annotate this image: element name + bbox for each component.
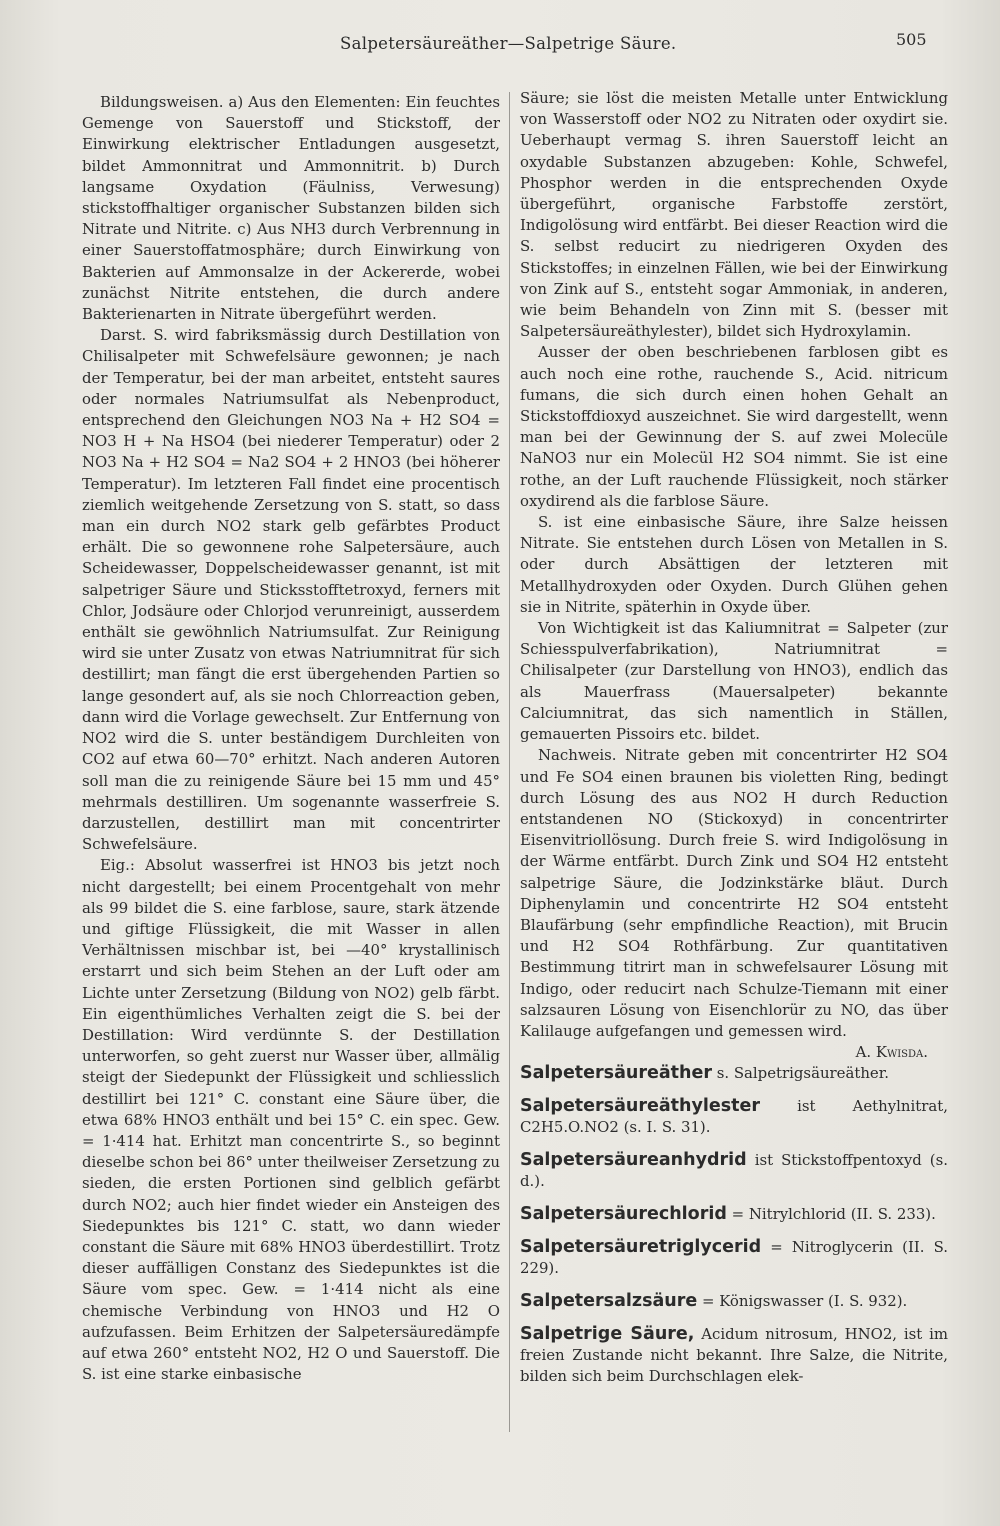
entry-salpetersaeureaether [520,1063,948,1084]
entry-text: s. Salpetrigsäureäther. [716,1064,889,1083]
paragraph-rauchende-saeure: Ausser der oben beschriebenen farblosen gibt es auch noch eine rothe, rauchende S., Acid. nitricum fumans, die sich durch einen hohen Gehalt an Stickstoffdioxyd auszeichnet. Sie wird dargestellt, wenn man bei der Gewinnung der S. auf zwei Molecüle NaNO3 nur ein Molecül H2 SO4 nimmt. Sie ist eine rothe, an der Luft rauchende Flüssigkeit, noch stärker oxydirend als die farblose Säure. [520,343,948,510]
left-column [82,92,500,1385]
right-column [520,88,948,1387]
author-signature: A. Kwisda. [855,1043,928,1062]
paragraph-nachweis: Nachweis. Nitrate geben mit concentrirter H2 SO4 und Fe SO4 einen braunen bis violetten Ring, bedingt durch Lösung des aus NO2 H durch Reduction entstandenen NO (Stickoxyd) in concentrirter Eisenvitriollösung. Durch freie S. wird Indigolösung in der Wärme entfärbt. Durch Zink und SO4 H2 entsteht salpetrige Säure, die Jodzinkstärke bläut. Durch Diphenylamin und concentrirte H2 SO4 entsteht Blaufärbung (sehr empfindliche Reaction), mit Brucin und H2 SO4 Rothfärbung. Zur quantitativen Bestimmung titrirt man in schwefelsaurer Lösung mit Indigo, oder reducirt nach Schulze-Tiemann mit einer salzsauren Lösung von Eisenchlorür zu NO, das über Kalilauge aufgefangen und gemessen wird. [520,746,948,1040]
running-title: Salpetersäureäther—Salpetrige Säure. [340,34,677,53]
entry-salpetersalzsaeure [520,1291,948,1312]
entry-headword: Salpetersäurechlorid [520,1204,727,1225]
entry-headword: Salpetersäuretriglycerid [520,1237,762,1258]
entry-salpetersaeureaethylester [520,1096,948,1138]
page-number: 505 [896,30,927,49]
entry-text: = Nitrylchlorid (II. S. 233). [731,1205,936,1224]
entry-salpetersaeuretriglycerid [520,1237,948,1279]
paragraph-nitrate: S. ist eine einbasische Säure, ihre Salze heissen Nitrate. Sie entstehen durch Lösen von Metallen in S. oder durch Absättigen der letzteren mit Metallhydroxyden oder Oxyden. Durch Glühen gehen sie in Nitrite, späterhin in Oxyde über. [520,513,948,616]
entry-headword: Salpetersäureäthylester [520,1096,761,1117]
entry-headword: Salpetersäureäther [520,1063,712,1084]
paragraph-saeure-continued: Säure; sie löst die meisten Metalle unter Entwicklung von Wasserstoff oder NO2 zu Nitraten oder oxydirt sie. Ueberhaupt vermag S. ihren Sauerstoff leicht an oxydable Substanzen abzugeben: Kohle, Schwefel, Phosphor werden in die entsprechenden Oxyde übergeführt, organische Farbstoffe zerstört, Indigolösung wird entfärbt. Bei dieser Reaction wird die S. selbst reducirt zu niedrigeren Oxyden des Stickstoffes; in einzelnen Fällen, wie bei der Einwirkung von Zink auf S., entsteht sogar Ammoniak, in anderen, wie beim Behandeln von Zinn mit S. (besser mit Salpetersäureäthylester), bildet sich Hydroxylamin. [520,89,948,341]
paragraph-kaliumnitrat: Von Wichtigkeit ist das Kaliumnitrat = Salpeter (zur Schiesspulverfabrikation), Natriumnitrat = Chilisalpeter (zur Darstellung von HNO3), endlich das als Mauerfrass (Mauersalpeter) bekannte Calciumnitrat, das sich namentlich in Ställen, gemauerten Pissoirs etc. bildet. [520,619,948,744]
entry-headword: Salpetersalzsäure [520,1291,698,1312]
entry-text: ist Stickstoffpentoxyd (s. d.). [520,1151,948,1191]
entry-salpetersaeurechlorid [520,1204,948,1225]
paragraph-darstellung: Darst. S. wird fabriksmässig durch Destillation von Chilisalpeter mit Schwefelsäure gewonnen; je nach der Temperatur, bei der man arbeitet, entsteht saures oder normales Natriumsulfat als Nebenproduct, entsprechend den Gleichungen NO3 Na + H2 SO4 = NO3 H + Na HSO4 (bei niederer Temperatur) oder 2 NO3 Na + H2 SO4 = Na2 SO4 + 2 HNO3 (bei höherer Temperatur). Im letzteren Fall findet eine procentisch ziemlich weitgehende Zersetzung von S. statt, so dass man ein durch NO2 stark gelb gefärbtes Product erhält. Die so gewonnene rohe Salpetersäure, auch Scheidewasser, Doppelscheidewasser genannt, ist mit salpetriger Säure und Sticksstofftetroxyd, ferners mit Chlor, Jodsäure oder Chlorjod verunreinigt, ausserdem enthält sie gewöhnlich Natriumsulfat. Zur Reinigung wird sie unter Zusatz von etwas Natriumnitrat für sich destillirt; man fängt die erst übergehenden Partien so lange gesondert auf, als sie noch Chlorreaction geben, dann wird die Vorlage gewechselt. Zur Entfernung von NO2 wird die S. unter beständigem Durchleiten von CO2 auf etwa 60—70° erhitzt. Nach anderen Autoren soll man die zu reinigende Säure bei 15 mm und 45° mehrmals destilliren. Um sogenannte wasserfreie S. darzustellen, destillirt man mit concentrirter Schwefelsäure. [82,326,500,854]
entry-text: Acidum nitrosum, HNO2, ist im freien Zustande nicht bekannt. Ihre Salze, die Nitrite, bilden sich beim Durchschlagen elek- [520,1325,949,1386]
paragraph-eigenschaften: Eig.: Absolut wasserfrei ist HNO3 bis jetzt noch nicht dargestellt; bei einem Procentgehalt von mehr als 99 bildet die S. eine farblose, saure, stark ätzende und giftige Flüssigkeit, die mit Wasser in allen Verhältnissen mischbar ist, bei —40° krystallinisch erstarrt und sich beim Stehen an der Luft oder am Lichte unter Zersetzung (Bildung von NO2) gelb färbt. Ein eigenthümliches Verhalten zeigt die S. bei der Destillation: Wird verdünnte S. der Destillation unterworfen, so geht zuerst nur Wasser über, allmälig steigt der Siedepunkt der Flüssigkeit und schliesslich destillirt bei 121° C. constant eine Säure über, die etwa 68% HNO3 enthält und bei 15° C. ein spec. Gew. = 1·414 hat. Erhitzt man concentrirte S., so beginnt dieselbe schon bei 86° unter theilweiser Zersetzung zu sieden, die ersten Portionen sind gelblich gefärbt durch NO2; auch hier findet wieder ein Ansteigen des Siedepunktes bis 121° C. statt, wo dann wieder constant die Säure mit 68% HNO3 überdestillirt. Trotz dieser auffälligen Constanz des Siedepunktes ist die Säure vom spec. Gew. = 1·414 nicht als eine chemische Verbindung von HNO3 und H2 O aufzufassen. Beim Erhitzen der Salpetersäuredämpfe auf etwa 260° entsteht NO2, H2 O und Sauerstoff. Die S. ist eine starke einbasische [82,856,500,1384]
entry-text: ist Aethylnitrat, C2H5.O.NO2 (s. I. S. 31). [520,1097,948,1137]
entry-text: = Nitroglycerin (II. S. 229). [520,1238,948,1278]
entry-salpetersaeureanhydrid [520,1150,948,1192]
column-divider [509,92,510,1432]
page-header [0,30,1000,64]
entry-headword: Salpetrige Säure, [520,1324,695,1345]
entry-headword: Salpetersäureanhydrid [520,1150,747,1171]
entry-text: = Königswasser (I. S. 932). [702,1292,908,1311]
paragraph-bildungsweisen: Bildungsweisen. a) Aus den Elementen: Ein feuchtes Gemenge von Sauerstoff und Stickstoff, der Einwirkung elektrischer Entladungen ausgesetzt, bildet Ammonnitrat und Ammonnitrit. b) Durch langsame Oxydation (Fäulniss, Verwesung) stickstoffhaltiger organischer Substanzen bilden sich Nitrate und Nitrite. c) Aus NH3 durch Verbrennung in einer Sauerstoffatmosphäre; durch Einwirkung von Bakterien auf Ammonsalze in der Ackererde, wobei zunächst Nitrite entstehen, die durch andere Bakterienarten in Nitrate übergeführt werden. [82,93,500,324]
entry-salpetrige-saeure [520,1324,948,1387]
